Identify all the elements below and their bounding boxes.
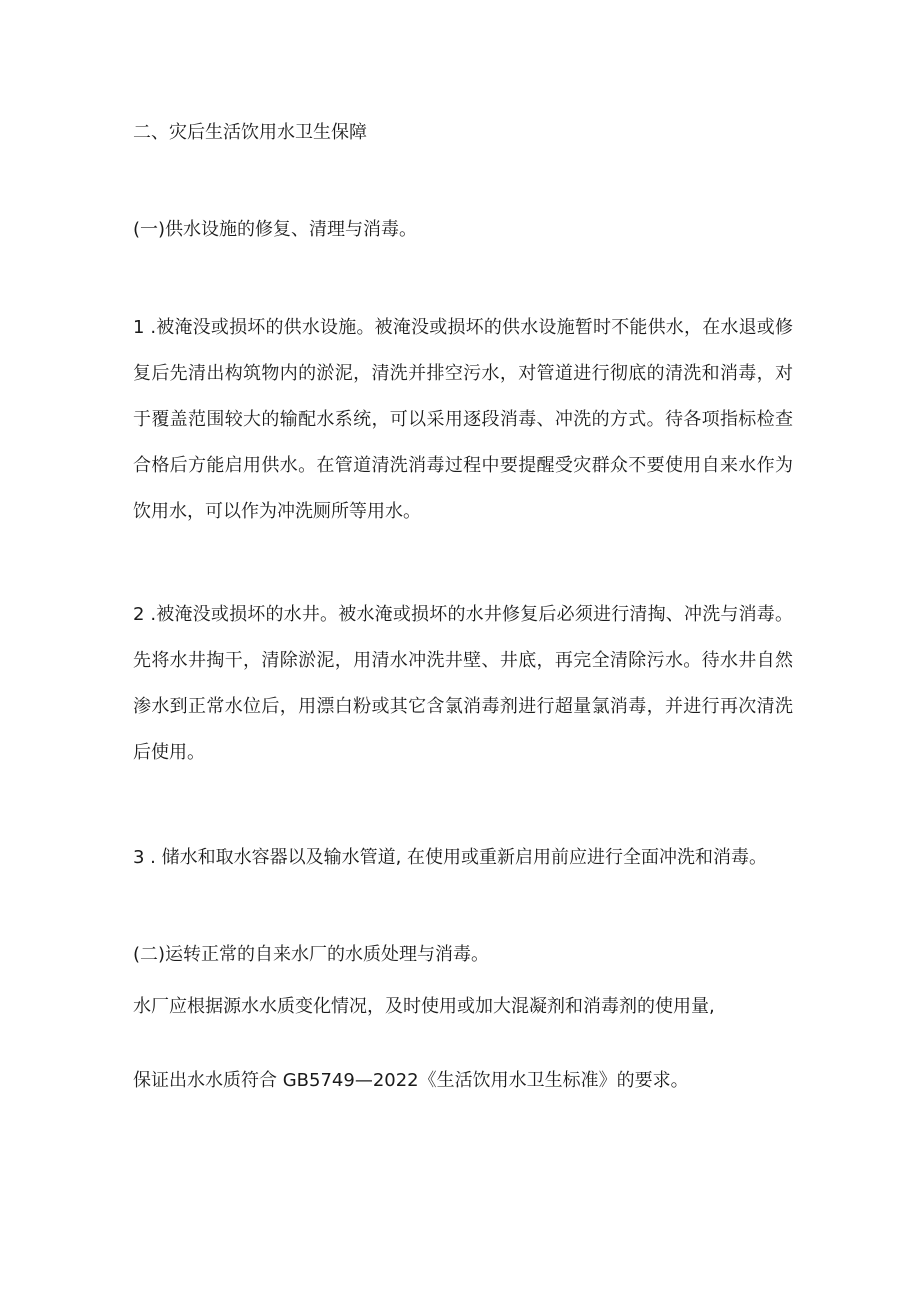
paragraph-standard: 保证出水水质符合 GB5749—2022《生活饮用水卫生标准》的要求。	[133, 1070, 689, 1091]
paragraph-item-1: 1 .被淹没或损坏的供水设施。被淹没或损坏的供水设施暂时不能供水，在水退或修复后先清出构筑物内的淤泥，清洗并排空污水，对管道进行彻底的清洗和消毒，对于覆盖范围较大的输配水系统，可以采用逐段消毒、冲洗的方式。待各项指标检查合格后方能启用供水。在管道清洗消毒过程中要提醒受灾群众不要使用自来水作为饮用水，可以作为冲洗厕所等用水。	[133, 317, 793, 522]
subsection-heading-1: (一)供水设施的修复、清理与消毒。	[133, 219, 418, 240]
section-heading: 二、灾后生活饮用水卫生保障	[133, 122, 367, 143]
subsection-heading-2: (二)运转正常的自来水厂的水质处理与消毒。	[133, 944, 490, 965]
paragraph-waterplant: 水厂应根据源水水质变化情况，及时使用或加大混凝剂和消毒剂的使用量,	[133, 996, 715, 1017]
paragraph-item-3: 3 . 储水和取水容器以及输水管道, 在使用或重新启用前应进行全面冲洗和消毒。	[133, 847, 768, 868]
paragraph-item-2: 2 .被淹没或损坏的水井。被水淹或损坏的水井修复后必须进行清掏、冲洗与消毒。先将水井掏干，清除淤泥，用清水冲洗井壁、井底，再完全清除污水。待水井自然渗水到正常水位后，用漂白粉或其它含氯消毒剂进行超量氯消毒，并进行再次清洗后使用。	[133, 604, 793, 763]
